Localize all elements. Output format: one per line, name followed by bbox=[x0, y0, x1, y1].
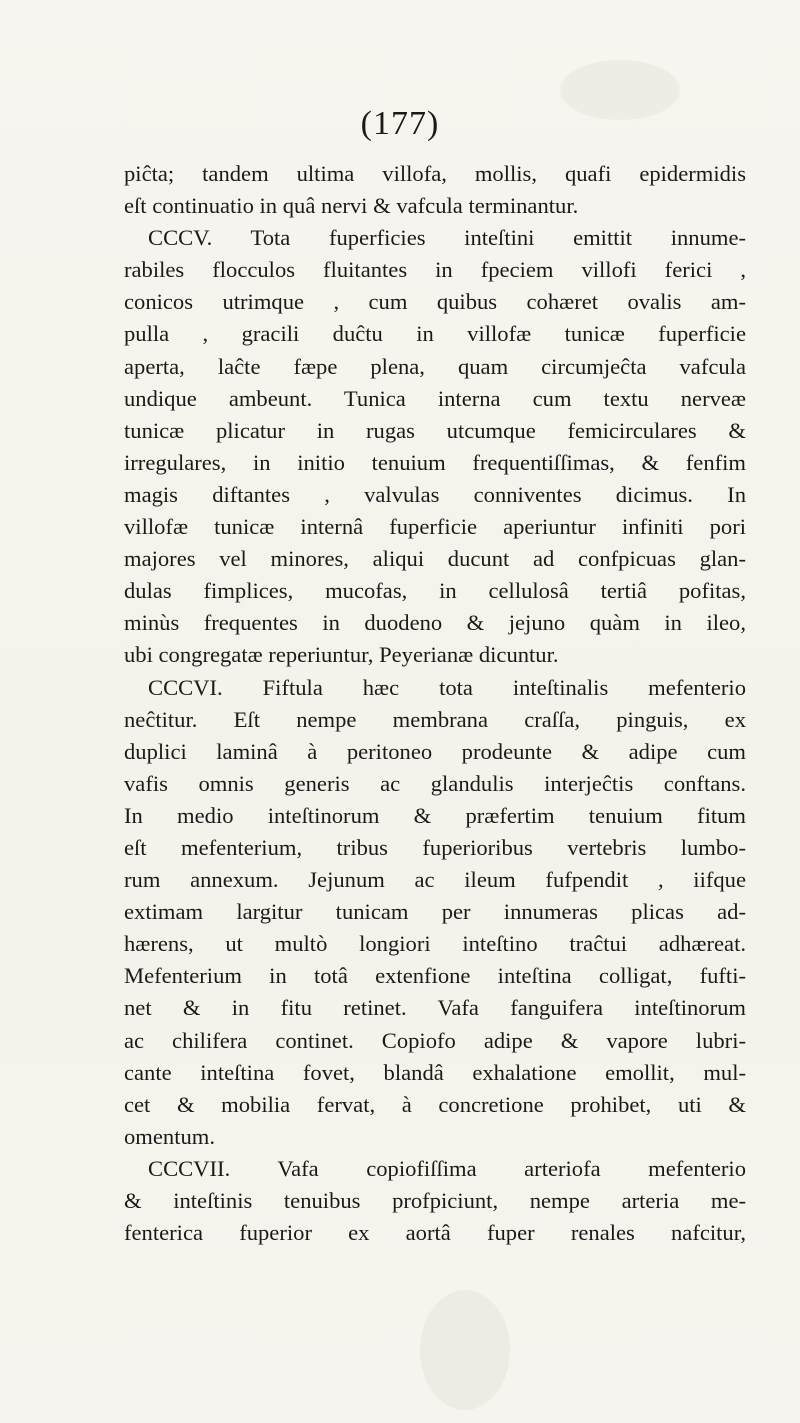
section-heading-line: CCCVI. Fiftula hæc tota inteſtinalis mefenterio bbox=[148, 674, 746, 700]
text-line: cet & mobilia fervat, à concretione prohibet, uti & bbox=[124, 1091, 746, 1117]
text-line: fenterica fuperior ex aortâ fuper renales nafcitur, bbox=[124, 1220, 746, 1246]
text-line: net & in fitu retinet. Vafa fanguifera inteſtinorum bbox=[124, 995, 746, 1021]
text-line: extimam largitur tunicam per innumeras plicas ad- bbox=[124, 899, 746, 925]
text-line: irregulares, in initio tenuium frequentiſſimas, & fenfim bbox=[124, 449, 746, 475]
paper-stain bbox=[420, 1290, 510, 1410]
text-line: omentum. bbox=[124, 1123, 215, 1149]
text-line: piĉta; tandem ultima villofa, mollis, quafi epidermidis bbox=[124, 161, 746, 186]
text-line: eſt mefenterium, tribus fuperioribus vertebris lumbo- bbox=[124, 834, 746, 860]
text-line: In medio inteſtinorum & præfertim tenuium fitum bbox=[124, 802, 746, 828]
text-line: ac chilifera continet. Copiofo adipe & vapore lubri- bbox=[124, 1027, 746, 1053]
text-line: duplici laminâ à peritoneo prodeunte & adipe cum bbox=[124, 738, 746, 764]
text-line: & inteſtinis tenuibus profpiciunt, nempe arteria me- bbox=[124, 1188, 746, 1213]
text-line: rum annexum. Jejunum ac ileum fufpendit , iifque bbox=[124, 867, 746, 893]
text-line: eſt continuatio in quâ nervi & vafcula terminantur. bbox=[124, 193, 579, 219]
body-text bbox=[124, 158, 746, 1249]
text-line: ubi congregatæ reperiuntur, Peyerianæ dicuntur. bbox=[124, 642, 559, 668]
section-heading-line: CCCVII. Vafa copiofiſſima arteriofa mefenterio bbox=[148, 1155, 746, 1181]
text-line: cante inteſtina fovet, blandâ exhalatione emollit, mul- bbox=[124, 1059, 746, 1085]
text-line: tunicæ plicatur in rugas utcumque femicirculares & bbox=[124, 417, 746, 443]
text-line: hærens, ut multò longiori inteſtino traĉtui adhæreat. bbox=[124, 931, 746, 957]
text-line: pulla , gracili duĉtu in villofæ tunicæ fuperficie bbox=[124, 321, 746, 347]
text-line: neĉtitur. Eſt nempe membrana craſſa, pinguis, ex bbox=[124, 706, 746, 732]
text-line: vafis omnis generis ac glandulis interjeĉtis conftans. bbox=[124, 770, 746, 796]
text-line: magis diftantes , valvulas conniventes dicimus. In bbox=[124, 481, 746, 507]
section-heading-line: CCCV. Tota fuperficies inteſtini emittit innume- bbox=[148, 225, 746, 251]
text-line: villofæ tunicæ internâ fuperficie aperiuntur infiniti pori bbox=[124, 514, 746, 540]
text-line: minùs frequentes in duodeno & jejuno quàm in ileo, bbox=[124, 610, 746, 636]
text-line: conicos utrimque , cum quibus cohæret ovalis am- bbox=[124, 289, 746, 315]
text-line: dulas fimplices, mucofas, in cellulosâ tertiâ pofitas, bbox=[124, 578, 746, 604]
text-line: majores vel minores, aliqui ducunt ad confpicuas glan- bbox=[124, 546, 746, 572]
page-number: (177) bbox=[360, 105, 440, 142]
text-line: Mefenterium in totâ extenfione inteſtina colligat, fufti- bbox=[124, 963, 746, 989]
text-line: rabiles flocculos fluitantes in fpeciem villofi ferici , bbox=[124, 257, 746, 283]
text-line: undique ambeunt. Tunica interna cum textu nerveæ bbox=[124, 385, 746, 411]
text-line: aperta, laĉte fæpe plena, quam circumjeĉta vafcula bbox=[124, 353, 746, 379]
